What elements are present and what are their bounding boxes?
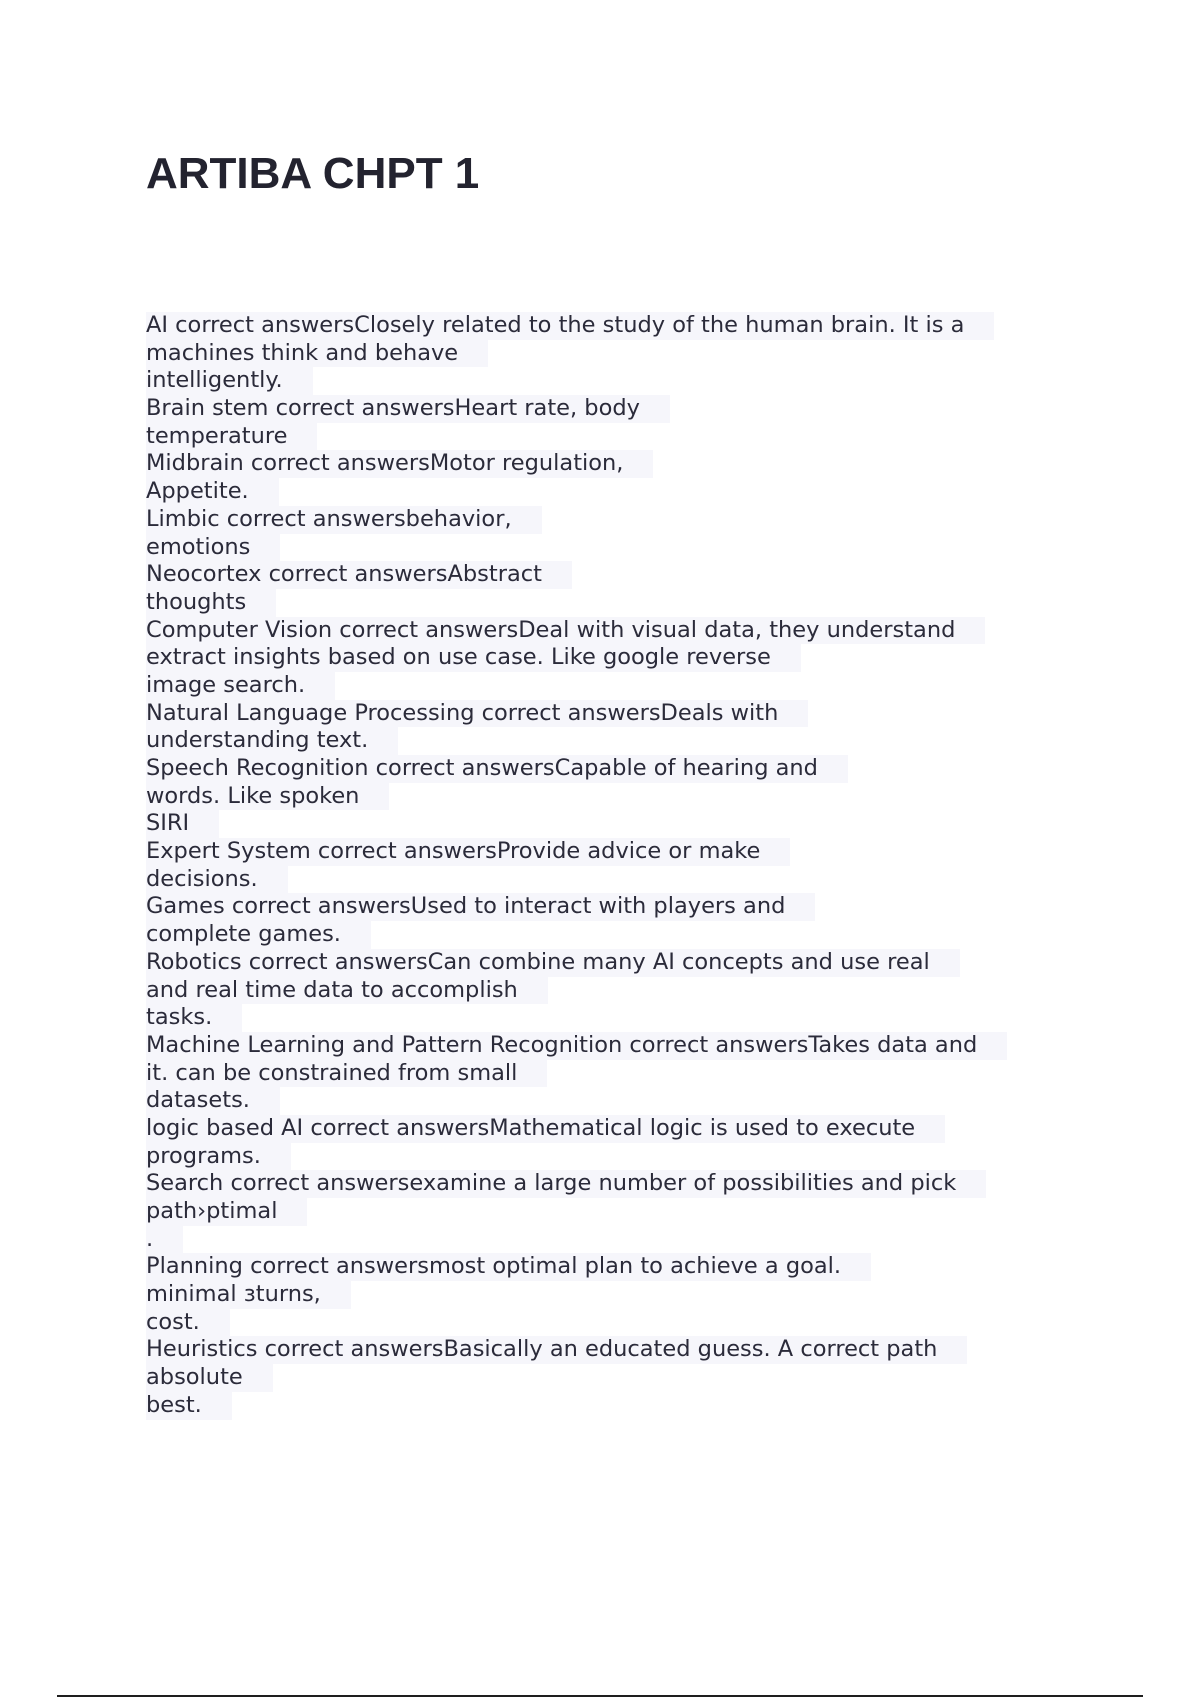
text-line-content: Brain stem correct answersHeart rate, body <box>146 395 670 423</box>
text-line-content: minimal ɜturns, <box>146 1281 351 1309</box>
text-line <box>146 1087 1086 1115</box>
text-line <box>146 1226 1086 1254</box>
text-line-content: image search. <box>146 672 335 700</box>
text-line <box>146 340 1086 368</box>
text-line <box>146 1309 1086 1337</box>
text-line <box>146 534 1086 562</box>
document-body <box>146 312 1086 1420</box>
text-line <box>146 450 1086 478</box>
text-line-content: and real time data to accomplish <box>146 977 548 1005</box>
text-line <box>146 783 1086 811</box>
text-line-content: decisions. <box>146 866 288 894</box>
text-line-content: SIRI <box>146 810 219 838</box>
text-line-content: intelligently. <box>146 367 313 395</box>
text-line-content: Neocortex correct answersAbstract <box>146 561 572 589</box>
text-line <box>146 1060 1086 1088</box>
text-line <box>146 478 1086 506</box>
text-line <box>146 1364 1086 1392</box>
text-line <box>146 921 1086 949</box>
text-line-content: emotions <box>146 534 280 562</box>
text-line-content: AI correct answersClosely related to the study of the human brain. It is a <box>146 312 994 340</box>
text-line <box>146 1032 1086 1060</box>
text-line <box>146 866 1086 894</box>
text-line-content: understanding text. <box>146 727 398 755</box>
text-line <box>146 755 1086 783</box>
text-line-content: path›ptimal <box>146 1198 307 1226</box>
text-line-content: programs. <box>146 1143 291 1171</box>
text-line <box>146 617 1086 645</box>
text-line-content: Appetite. <box>146 478 279 506</box>
text-line-content: logic based AI correct answersMathematical logic is used to execute <box>146 1115 945 1143</box>
text-line-content: Heuristics correct answersBasically an educated guess. A correct path <box>146 1336 967 1364</box>
text-line <box>146 810 1086 838</box>
text-line <box>146 1281 1086 1309</box>
text-line <box>146 700 1086 728</box>
text-line <box>146 977 1086 1005</box>
text-line-content: Computer Vision correct answersDeal with visual data, they understand <box>146 617 985 645</box>
text-line <box>146 1170 1086 1198</box>
text-line <box>146 589 1086 617</box>
text-line <box>146 1336 1086 1364</box>
text-line <box>146 727 1086 755</box>
footer-divider <box>57 1695 1143 1697</box>
text-line <box>146 312 1086 340</box>
text-line-content: . <box>146 1226 183 1254</box>
text-line-content: Search correct answersexamine a large number of possibilities and pick <box>146 1170 986 1198</box>
text-line-content: machines think and behave <box>146 340 488 368</box>
text-line <box>146 838 1086 866</box>
text-line-content: Limbic correct answersbehavior, <box>146 506 542 534</box>
text-line <box>146 672 1086 700</box>
text-line <box>146 1392 1086 1420</box>
text-line-content: cost. <box>146 1309 230 1337</box>
text-line-content: it. can be constrained from small <box>146 1060 547 1088</box>
text-line <box>146 1253 1086 1281</box>
text-line-content: tasks. <box>146 1004 242 1032</box>
text-line <box>146 561 1086 589</box>
text-line <box>146 1115 1086 1143</box>
text-line-content: Games correct answersUsed to interact with players and <box>146 893 815 921</box>
text-line <box>146 395 1086 423</box>
text-line <box>146 506 1086 534</box>
text-line <box>146 893 1086 921</box>
text-line <box>146 1143 1086 1171</box>
text-line-content: complete games. <box>146 921 371 949</box>
text-line-content: Robotics correct answersCan combine many AI concepts and use real <box>146 949 960 977</box>
text-line <box>146 1004 1086 1032</box>
text-line-content: temperature <box>146 423 317 451</box>
document-title: ARTIBA CHPT 1 <box>146 149 480 198</box>
text-line <box>146 949 1086 977</box>
text-line <box>146 423 1086 451</box>
text-line-content: datasets. <box>146 1087 280 1115</box>
text-line-content: extract insights based on use case. Like google reverse <box>146 644 801 672</box>
text-line-content: Expert System correct answersProvide advice or make <box>146 838 790 866</box>
text-line-content: Planning correct answersmost optimal plan to achieve a goal. <box>146 1253 871 1281</box>
text-line-content: best. <box>146 1392 232 1420</box>
text-line-content: Speech Recognition correct answersCapable of hearing and <box>146 755 848 783</box>
text-line <box>146 1198 1086 1226</box>
text-line-content: words. Like spoken <box>146 783 389 811</box>
text-line-content: Machine Learning and Pattern Recognition correct answersTakes data and <box>146 1032 1007 1060</box>
text-line <box>146 367 1086 395</box>
text-line-content: Midbrain correct answersMotor regulation, <box>146 450 653 478</box>
text-line <box>146 644 1086 672</box>
text-line-content: thoughts <box>146 589 276 617</box>
text-line-content: absolute <box>146 1364 273 1392</box>
text-line-content: Natural Language Processing correct answersDeals with <box>146 700 808 728</box>
